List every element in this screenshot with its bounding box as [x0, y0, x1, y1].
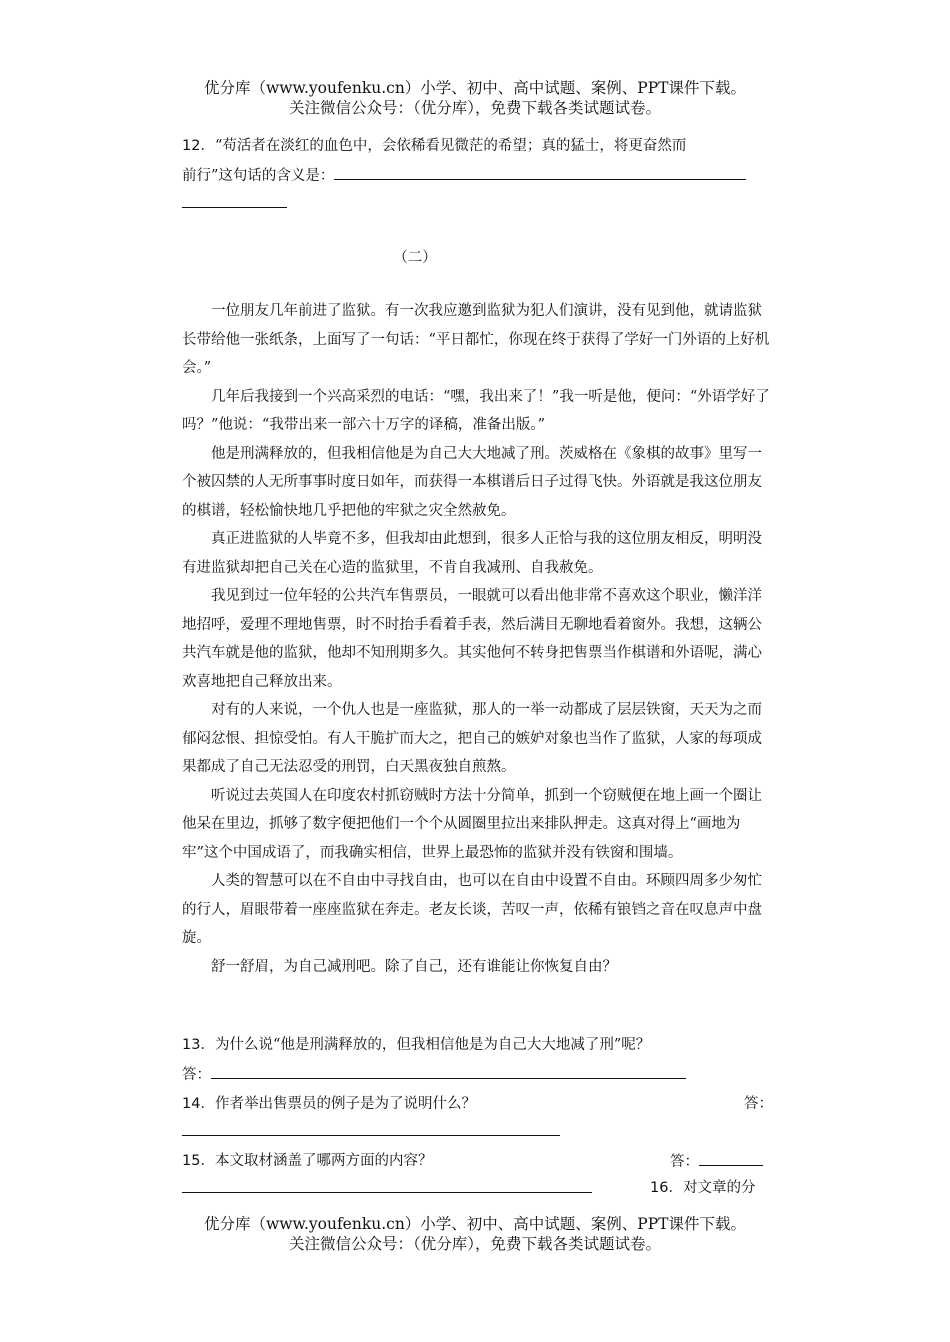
question-15-text: 本文取材涵盖了哪两方面的内容？ [214, 1153, 433, 1169]
article-paragraph: 听说过去英国人在印度农村抓窃贼时方法十分简单，抓到一个窃贼便在地上画一个圈让他呆在里边，抓够了数字便把他们一个个从圆圈里拉出来排队押走。这真对得上“画地为牢”这个中国成语了，而我确实相信，世界上最恐怖的监狱并没有铁窗和围墙。 [182, 787, 762, 861]
question-15 [182, 1151, 432, 1171]
answer-blank-15a[interactable] [699, 1151, 763, 1166]
answer-blank-12b-wrap [182, 193, 287, 214]
question-12-number: 12． [182, 138, 215, 154]
article-body [182, 297, 772, 981]
question-14 [182, 1094, 476, 1114]
question-12-text-2: 前行”这句话的含义是： [182, 168, 335, 184]
answer-blank-15b-wrap [182, 1178, 592, 1199]
answer-blank-12a[interactable] [334, 165, 746, 180]
article-paragraph: 一位朋友几年前进了监狱。有一次我应邀到监狱为犯人们演讲，没有见到他，就请监狱长带给他一张纸条，上面写了一句话：“平日都忙，你现在终于获得了学好一门外语的上好机会。” [182, 303, 770, 376]
article-paragraph: 真正进监狱的人毕竟不多，但我却由此想到，很多人正恰与我的这位朋友相反，明明没有进监狱却把自己关在心造的监狱里，不肯自我减刑、自我赦免。 [182, 531, 762, 576]
header-line-1: 优分库（www.youfenku.cn）小学、初中、高中试题、案例、PPT课件下载。 [203, 79, 747, 97]
question-15-answer [670, 1151, 763, 1172]
answer-blank-14-wrap [182, 1121, 560, 1142]
article-paragraph: 对有的人来说，一个仇人也是一座监狱，那人的一举一动都成了层层铁窗，天天为之而郁闷忿恨、担惊受怕。有人干脆扩而大之，把自己的嫉妒对象也当作了监狱，人家的每项成果都成了自己无法忍受的刑罚，白天黑夜独自煎熬。 [182, 702, 762, 775]
question-14-text: 作者举出售票员的例子是为了说明什么？ [214, 1096, 476, 1112]
article-paragraph: 几年后我接到一个兴高采烈的电话：“嘿，我出来了！”我一听是他，便问：“外语学好了吗？”他说：“我带出来一部六十万字的译稿，准备出版。” [182, 388, 770, 433]
article-paragraph: 人类的智慧可以在不自由中寻找自由，也可以在自由中设置不自由。环顾四周多少匆忙的行人，眉眼带着一座座监狱在奔走。老友长谈，苦叹一声，依稀有锒铛之音在叹息声中盘旋。 [182, 873, 762, 946]
footer-line-1: 优分库（www.youfenku.cn）小学、初中、高中试题、案例、PPT课件下载。 [203, 1215, 747, 1233]
answer-blank-12b[interactable] [182, 193, 287, 208]
question-12-text-1: “苟活者在淡红的血色中，会依稀看见微茫的希望；真的猛士，将更奋然而 [214, 138, 687, 154]
section-title: （二） [393, 250, 437, 266]
footer-line-2: 关注微信公众号：（优分库），免费下载各类试题试卷。 [288, 1235, 661, 1253]
article-paragraph: 舒一舒眉，为自己减刑吧。除了自己，还有谁能让你恢复自由？ [211, 958, 617, 975]
answer-blank-15b[interactable] [182, 1178, 592, 1193]
article-paragraph: 我见到过一位年轻的公共汽车售票员，一眼就可以看出他非常不喜欢这个职业，懒洋洋地招呼，爱理不理地售票，时不时抬手看着手表，然后满目无聊地看着窗外。我想，这辆公共汽车就是他的监狱，他却不知刑期多久。其实他何不转身把售票当作棋谱和外语呢，满心欢喜地把自己释放出来。 [182, 588, 762, 690]
question-16 [650, 1178, 755, 1198]
question-13-answer-label: 答： [182, 1067, 211, 1083]
question-15-answer-label: 答： [670, 1154, 699, 1170]
answer-blank-13[interactable] [211, 1064, 686, 1079]
question-16-text: 对文章的分 [682, 1180, 756, 1196]
question-14-answer-label: 答： [744, 1096, 773, 1112]
header-line-2: 关注微信公众号：（优分库），免费下载各类试题试卷。 [288, 99, 661, 117]
question-13-answer [182, 1064, 686, 1085]
question-12 [182, 136, 772, 156]
question-13 [182, 1035, 772, 1055]
answer-blank-14[interactable] [182, 1121, 560, 1136]
question-16-number: 16． [650, 1180, 683, 1196]
question-15-number: 15． [182, 1153, 215, 1169]
article-paragraph: 他是刑满释放的，但我相信他是为自己大大地减了刑。茨威格在《象棋的故事》里写一个被囚禁的人无所事事时度日如年，而获得一本棋谱后日子过得飞快。外语就是我这位朋友的棋谱，轻松愉快地几乎把他的牢狱之灾全然赦免。 [182, 445, 762, 519]
question-13-text: 为什么说“他是刑满释放的，但我相信他是为自己大大地减了刑”呢？ [214, 1037, 651, 1053]
question-14-number: 14． [182, 1096, 215, 1112]
question-13-number: 13． [182, 1037, 215, 1053]
question-12-line-2 [182, 165, 772, 186]
